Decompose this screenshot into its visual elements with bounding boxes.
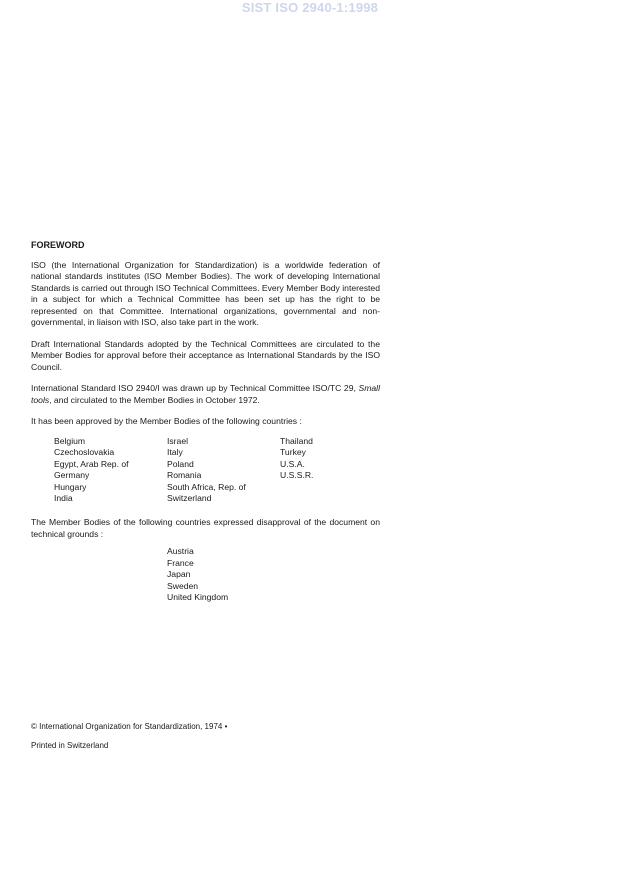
country-item: Germany	[54, 470, 90, 481]
country-item: Turkey	[280, 447, 306, 458]
country-item: Israel	[167, 435, 189, 446]
foreword-heading: FOREWORD	[31, 240, 85, 250]
page-footer	[31, 722, 227, 750]
disapproval-countries-list	[167, 546, 380, 604]
country-item: South Africa, Rep. of	[167, 481, 246, 492]
watermark: SIST ISO 2940-1:1998	[241, 0, 379, 15]
approved-countries-table	[54, 436, 380, 506]
copyright-notice: © International Organization for Standardization, 1974 •	[31, 722, 228, 731]
country-item: Thailand	[280, 435, 313, 446]
foreword-paragraph-2: Draft International Standards adopted by the Technical Committees are circulated to the Member Bodies for approval before their acceptance as International Standards by the ISO Council.	[31, 338, 380, 372]
country-item: Italy	[167, 447, 183, 458]
country-item: United Kingdom	[167, 592, 229, 603]
approved-column-1	[54, 436, 167, 506]
country-item: Czechoslovakia	[54, 447, 115, 458]
paragraph-3-text-start: International Standard ISO 2940/I was drawn up by Technical Committee ISO/TC 29,	[31, 383, 359, 393]
approved-column-2	[167, 436, 280, 506]
foreword-paragraph-3	[31, 383, 380, 406]
foreword-paragraph-1: ISO (the International Organization for Standardization) is a worldwide federation of national standards institutes (ISO Member Bodies). The work of developing International Standards is carried out through ISO Technical Committees. Every Member Body interested in a subject for which a Technical Committee has been set up has the right to be represented on that Committee. International organizations, governmental and non-governmental, in liaison with ISO, also take part in the work.	[31, 259, 380, 327]
paragraph-3-italic-title: Small tools	[31, 383, 380, 405]
country-item: Sweden	[167, 580, 199, 591]
country-item: Poland	[167, 458, 194, 469]
paragraph-3-text-end: , and circulated to the Member Bodies in October 1972.	[49, 394, 260, 405]
country-item: Belgium	[54, 435, 86, 446]
country-item: Egypt, Arab Rep. of	[54, 458, 129, 469]
country-item: Romania	[167, 470, 202, 481]
country-item: Austria	[167, 546, 194, 557]
approved-column-3	[280, 436, 380, 506]
country-item: U.S.S.R.	[280, 470, 314, 481]
disapproval-intro: The Member Bodies of the following countries expressed disapproval of the document on technical grounds :	[31, 517, 380, 539]
country-item: India	[54, 493, 73, 504]
country-item: Hungary	[54, 481, 87, 492]
country-item: France	[167, 557, 194, 568]
country-item: U.S.A.	[280, 458, 305, 469]
country-item: Japan	[167, 569, 191, 580]
foreword-section	[31, 240, 380, 604]
printed-in-notice: Printed in Switzerland	[31, 741, 109, 750]
country-item: Switzerland	[167, 493, 212, 504]
approved-intro: It has been approved by the Member Bodies of the following countries :	[31, 416, 302, 426]
